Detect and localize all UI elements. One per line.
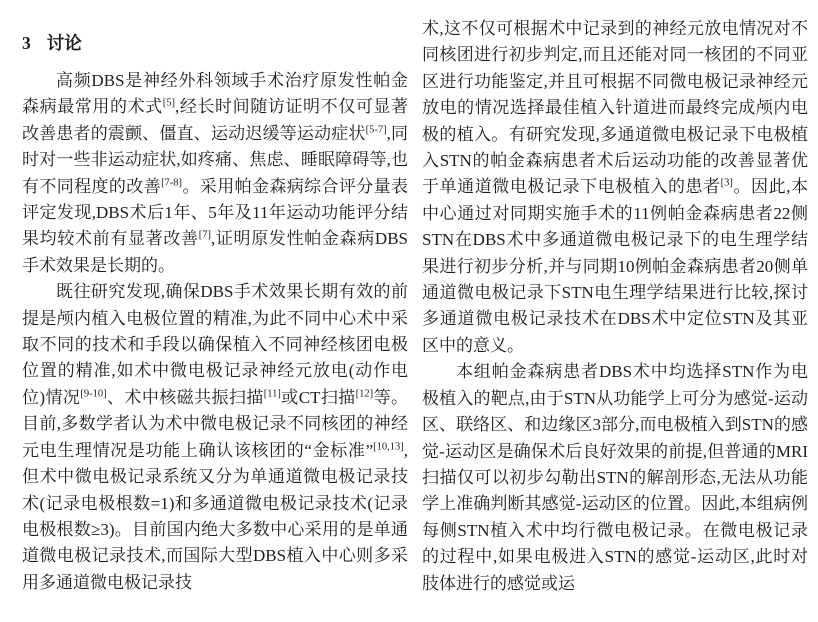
section-heading [22, 31, 408, 55]
paragraph-discussion-3 [422, 359, 808, 597]
text-run: 或CT扫描 [280, 387, 356, 407]
text-run: ,同时对一些非运动症状,如疼痛、焦虑、睡眠障碍等,也有不同程度的改善 [22, 123, 409, 196]
citation-ref: [9-10] [80, 388, 107, 400]
citation-ref: [7-8] [161, 176, 183, 188]
text-run: 高频DBS是神经外科领域手术治疗原发性帕金森病最常用的术式 [22, 71, 408, 117]
citation-ref: [12] [355, 388, 374, 400]
text-run: ,证明原发性帕金森病DBS手术效果是长期的。 [22, 229, 408, 275]
citation-ref: [7] [198, 229, 211, 241]
text-run: 本组帕金森病患者DBS术中均选择STN作为电极植入的靶点,由于STN从功能学上可分为感觉-运动区、联络区、和边缘区3部分,而电极植入到STN的感觉-运动区是确保术后良好效果的前提,但普通的MRI扫描仅可以初步勾勒出STN的解剖形态,无法从功能学上准确判断其感觉-运动区的位置。因此,本组病例每侧STN植入术中均行微电极记录。在微电极记录的过程中,如果电极进入STN的感觉-运动区,此时对肢体进行的感觉或运 [422, 362, 808, 593]
text-run: 既往研究发现,确保DBS手术效果长期有效的前提是颅内植入电极位置的精准,为此不同中心术中采取不同的技术和手段以确保植入不同神经核团电极位置的精准,如术中微电极记录神经元放电(动作电位)情况 [22, 282, 408, 407]
text-run: ,经长时间随访证明不仅可显著改善患者的震颤、僵直、运动迟缓等运动症状 [22, 97, 409, 143]
paragraph-discussion-2-continued [422, 16, 808, 359]
citation-ref: [3] [720, 177, 733, 189]
section-number: 3 [22, 33, 31, 53]
citation-ref: [10,13] [373, 441, 404, 453]
text-run: 等。目前,多数学者认为术中微电极记录不同核团的神经元电生理情况是功能上确认该核团的“金标准” [22, 387, 409, 460]
paragraph-discussion-2 [22, 279, 408, 596]
paragraph-discussion-1 [22, 68, 408, 279]
section-title: 讨论 [46, 33, 82, 53]
text-run: 。因此,本中心通过对同期实施手术的11例帕金森病患者22侧STN在DBS术中多通道微电极记录下的电生理学结果进行初步分析,并与同期10例帕金森病患者20侧单通道微电极记录下STN电生理学结果进行比较,探讨多通道微电极记录技术在DBS术中定位STN及其亚区中的意义。 [422, 177, 809, 355]
citation-ref: [11] [263, 388, 281, 400]
text-run: 术,这不仅可根据术中记录到的神经元放电情况对不同核团进行初步判定,而且还能对同一核团的不同亚区进行功能鉴定,并且可根据不同微电极记录神经元放电的情况选择最佳植入针道进而最终完成颅内电极的植入。有研究发现,多通道微电极记录下电极植入STN的帕金森病患者术后运动功能的改善显著优于单通道微电极记录下电极植入的患者 [422, 19, 808, 197]
text-run: ,但术中微电极记录系统又分为单通道微电极记录技术(记录电极根数=1)和多通道微电极记录技术(记录电极根数≥3)。目前国内绝大多数中心采用的是单通道微电极记录技术,而国际大型DBS植入中心则多采用多通道微电极记录技 [22, 440, 408, 592]
left-column [22, 16, 408, 622]
citation-ref: [5] [162, 97, 176, 109]
text-run: 、术中核磁共振扫描 [106, 387, 264, 407]
text-run: 。采用帕金森病综合评分量表评定发现,DBS术后1年、5年及11年运动功能评分结果均较术前有显著改善 [22, 176, 409, 249]
citation-ref: [5-7] [365, 124, 387, 136]
right-column [422, 16, 808, 622]
